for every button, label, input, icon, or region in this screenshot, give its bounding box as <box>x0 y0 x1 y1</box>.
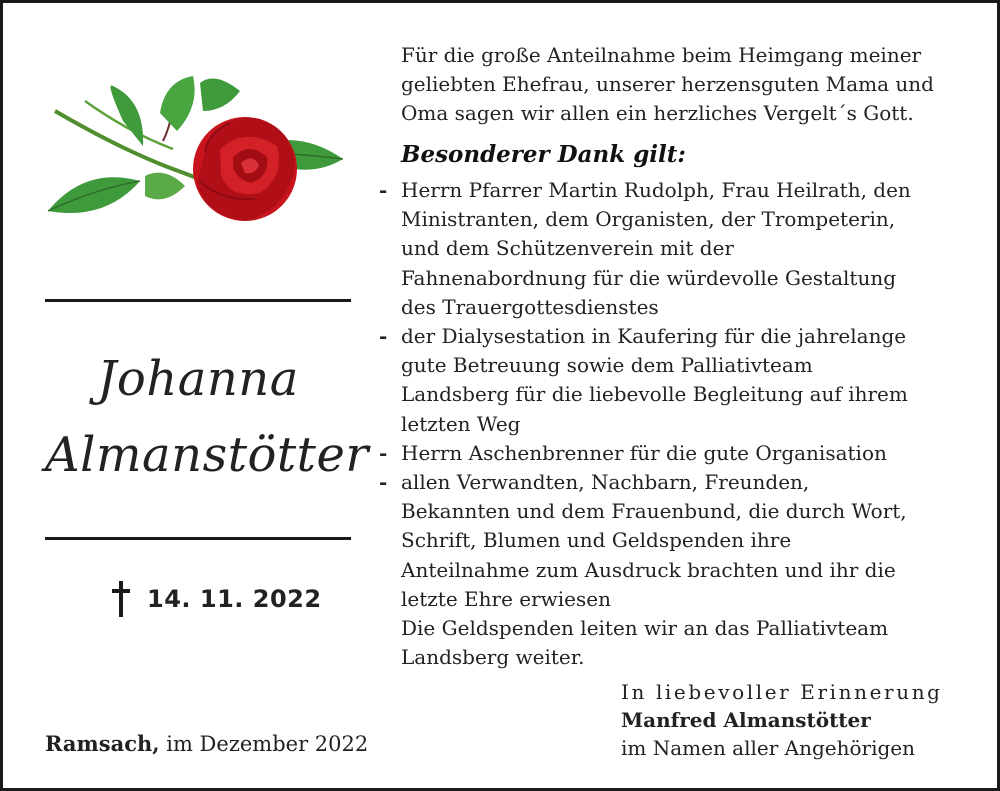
thanks-line: Die Geldspenden leiten wir an das Palliativteam <box>401 616 889 641</box>
thanks-list <box>379 176 981 672</box>
remembrance-line: In liebevoller Erinnerung <box>621 680 943 704</box>
thanks-item <box>379 322 981 439</box>
thanks-item <box>379 439 981 468</box>
thanks-line: Anteilnahme zum Ausdruck brachten und ihr die <box>401 557 896 582</box>
divider-top <box>45 299 351 302</box>
divider-bottom <box>45 537 351 540</box>
thanks-line: Schrift, Blumen und Geldspenden ihre <box>401 528 792 553</box>
thanks-line: allen Verwandten, Nachbarn, Freunden, <box>401 470 810 495</box>
deceased-last-name: Almanstötter <box>45 427 369 483</box>
thanks-line: gute Betreuung sowie dem Palliativteam <box>401 353 813 378</box>
on-behalf-line: im Namen aller Angehörigen <box>621 736 916 760</box>
thanks-line: Landsberg für die liebevolle Begleitung auf ihrem <box>401 382 908 407</box>
thanks-line: der Dialysestation in Kaufering für die jahrelange <box>401 324 907 349</box>
intro-line: Oma sagen wir allen ein herzliches Vergelt´s Gott. <box>401 101 914 125</box>
list-dash: - <box>379 470 388 495</box>
place-and-date <box>45 731 368 756</box>
thanks-line: Bekannten und dem Frauenbund, die durch Wort, <box>401 499 907 524</box>
donation-note <box>401 614 981 672</box>
rose-image <box>45 71 345 231</box>
thanks-line: des Trauergottesdienstes <box>401 294 659 319</box>
deceased-first-name: Johanna <box>97 351 299 407</box>
place-date: im Dezember 2022 <box>166 732 369 756</box>
list-dash: - <box>379 440 388 465</box>
thanks-line: Ministranten, dem Organisten, der Trompeterin, <box>401 207 896 232</box>
list-dash: - <box>379 178 388 202</box>
thanks-line: Landsberg weiter. <box>401 645 585 670</box>
thanks-line: Fahnenabordnung für die würdevolle Gestaltung <box>401 265 897 290</box>
intro-paragraph <box>401 41 981 128</box>
thanks-line: und dem Schützenverein mit der <box>401 236 734 261</box>
thanks-line: letzte Ehre erwiesen <box>401 586 611 611</box>
thanks-line: Herrn Pfarrer Martin Rudolph, Frau Heilrath, den <box>401 178 911 202</box>
signer-name: Manfred Almanstötter <box>621 708 871 732</box>
cross-icon <box>111 581 131 617</box>
thanks-line: letzten Weg <box>401 411 521 436</box>
intro-line: geliebten Ehefrau, unserer herzensguten Mama und <box>401 72 934 96</box>
closing-block <box>621 678 943 762</box>
intro-line: Für die große Anteilnahme beim Heimgang meiner <box>401 43 922 67</box>
thanks-item <box>379 468 981 614</box>
thanks-item <box>379 176 981 322</box>
list-dash: - <box>379 324 388 349</box>
place-town: Ramsach, <box>45 731 160 756</box>
death-date: 14. 11. 2022 <box>147 585 322 613</box>
death-info <box>111 579 322 619</box>
thanks-heading: Besonderer Dank gilt: <box>401 141 686 168</box>
thanks-line: Herrn Aschenbrenner für die gute Organisation <box>401 440 887 465</box>
